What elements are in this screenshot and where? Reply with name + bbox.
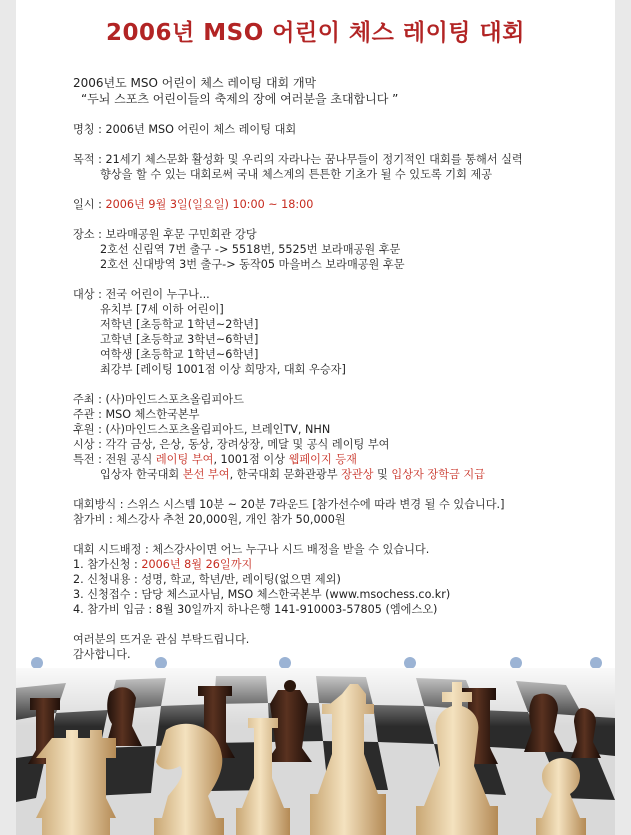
intro-headline: 2006년도 MSO 어린이 체스 레이팅 대회 개막 [73, 76, 317, 90]
step-1 [73, 557, 563, 572]
perk-rating: 레이팅 부여 [155, 453, 214, 466]
page-title: 2006년 MSO 어린이 체스 레이팅 대회 [106, 20, 525, 46]
date-value: 2006년 9월 3일(일요일) 10:00 ~ 18:00 [105, 198, 314, 211]
seed-info: 대회 시드배정 : 체스강사이면 어느 누구나 시드 배정을 받을 수 있습니다. [73, 543, 430, 556]
step-4: 4. 참가비 입금 : 8월 30일까지 하나은행 141-910003-57805 (엠에스오) [73, 603, 438, 616]
perk2-finals: 본선 부여 [182, 468, 230, 481]
purpose-line-1: 목적 : 21세기 체스문화 활성화 및 우리의 자라나는 꿈나무들이 정기적인 대회를 통해서 실력 [73, 153, 523, 166]
event-name: 명칭 : 2006년 MSO 어린이 체스 레이팅 대회 [73, 123, 297, 136]
target-line-1: 대상 : 전국 어린이 누구나... [73, 288, 210, 301]
perk2-minister-award: 장관상 [341, 468, 374, 481]
perk2-c: 및 [373, 468, 392, 481]
left-border [0, 0, 16, 835]
place-line-3: 2호선 신대방역 3번 출구-> 동작05 마을버스 보라매공원 후문 [100, 258, 405, 271]
perk2-b: , 한국대회 문화관광부 [229, 468, 342, 481]
target-group: 유치부 [7세 이하 어린이] [100, 303, 224, 316]
target-group: 고학년 [초등학교 3학년~6학년] [100, 333, 259, 346]
step-1-label: 1. 참가신청 : [73, 558, 142, 571]
perks-line-2 [73, 467, 563, 482]
announcement-body [73, 75, 563, 662]
closing-line-2: 감사합니다. [73, 648, 131, 661]
place-line-1: 장소 : 보라매공원 후문 구민회관 강당 [73, 228, 257, 241]
event-date [73, 197, 563, 212]
closing-line-1: 여러분의 뜨거운 관심 부탁드립니다. [73, 633, 250, 646]
chess-pieces-image [16, 668, 615, 835]
step-2: 2. 신청내용 : 성명, 학교, 학년/반, 레이팅(없으면 제외) [73, 573, 341, 586]
perks-line-1 [73, 452, 563, 467]
right-border [615, 0, 631, 835]
entry-fee: 참가비 : 체스강사 추천 20,000원, 개인 참가 50,000원 [73, 513, 346, 526]
intro-quote: “두뇌 스포츠 어린이들의 축제의 장에 여러분을 초대합니다 ” [81, 92, 399, 106]
sponsor: 후원 : (사)마인드스포츠올림피아드, 브레인TV, NHN [73, 423, 331, 436]
step-3: 3. 신청접수 : 담당 체스교사님, MSO 체스한국본부 (www.msochess.co.kr) [73, 588, 451, 601]
step-1-deadline: 2006년 8월 26일까지 [141, 558, 253, 571]
perk2-a: 입상자 한국대회 [100, 468, 183, 481]
perk-mid: , 1001점 이상 [213, 453, 289, 466]
organizer: 주관 : MSO 체스한국본부 [73, 408, 200, 421]
perk2-scholarship: 입상자 장학금 지급 [391, 468, 485, 481]
tournament-method: 대회방식 : 스위스 시스템 10분 ~ 20분 7라운드 [참가선수에 따라 변경 될 수 있습니다.] [73, 498, 505, 511]
target-group: 여학생 [초등학교 1학년~6학년] [100, 348, 259, 361]
perk-webpage: 웹페이지 등재 [288, 453, 357, 466]
target-group: 저학년 [초등학교 1학년~2학년] [100, 318, 259, 331]
awards: 시상 : 각각 금상, 은상, 동상, 장려상장, 메달 및 공식 레이팅 부여 [73, 438, 390, 451]
date-label: 일시 : [73, 198, 106, 211]
host: 주최 : (사)마인드스포츠올림피아드 [73, 393, 244, 406]
place-line-2: 2호선 신림역 7번 출구 -> 5518번, 5525번 보라매공원 후문 [100, 243, 401, 256]
purpose-line-2: 향상을 할 수 있는 대회로써 국내 체스계의 튼튼한 기초가 될 수 있도록 기회 제공 [100, 168, 493, 181]
perk-label: 특전 : 전원 공식 [73, 453, 156, 466]
target-group: 최강부 [레이팅 1001점 이상 희망자, 대회 우승자] [100, 363, 346, 376]
